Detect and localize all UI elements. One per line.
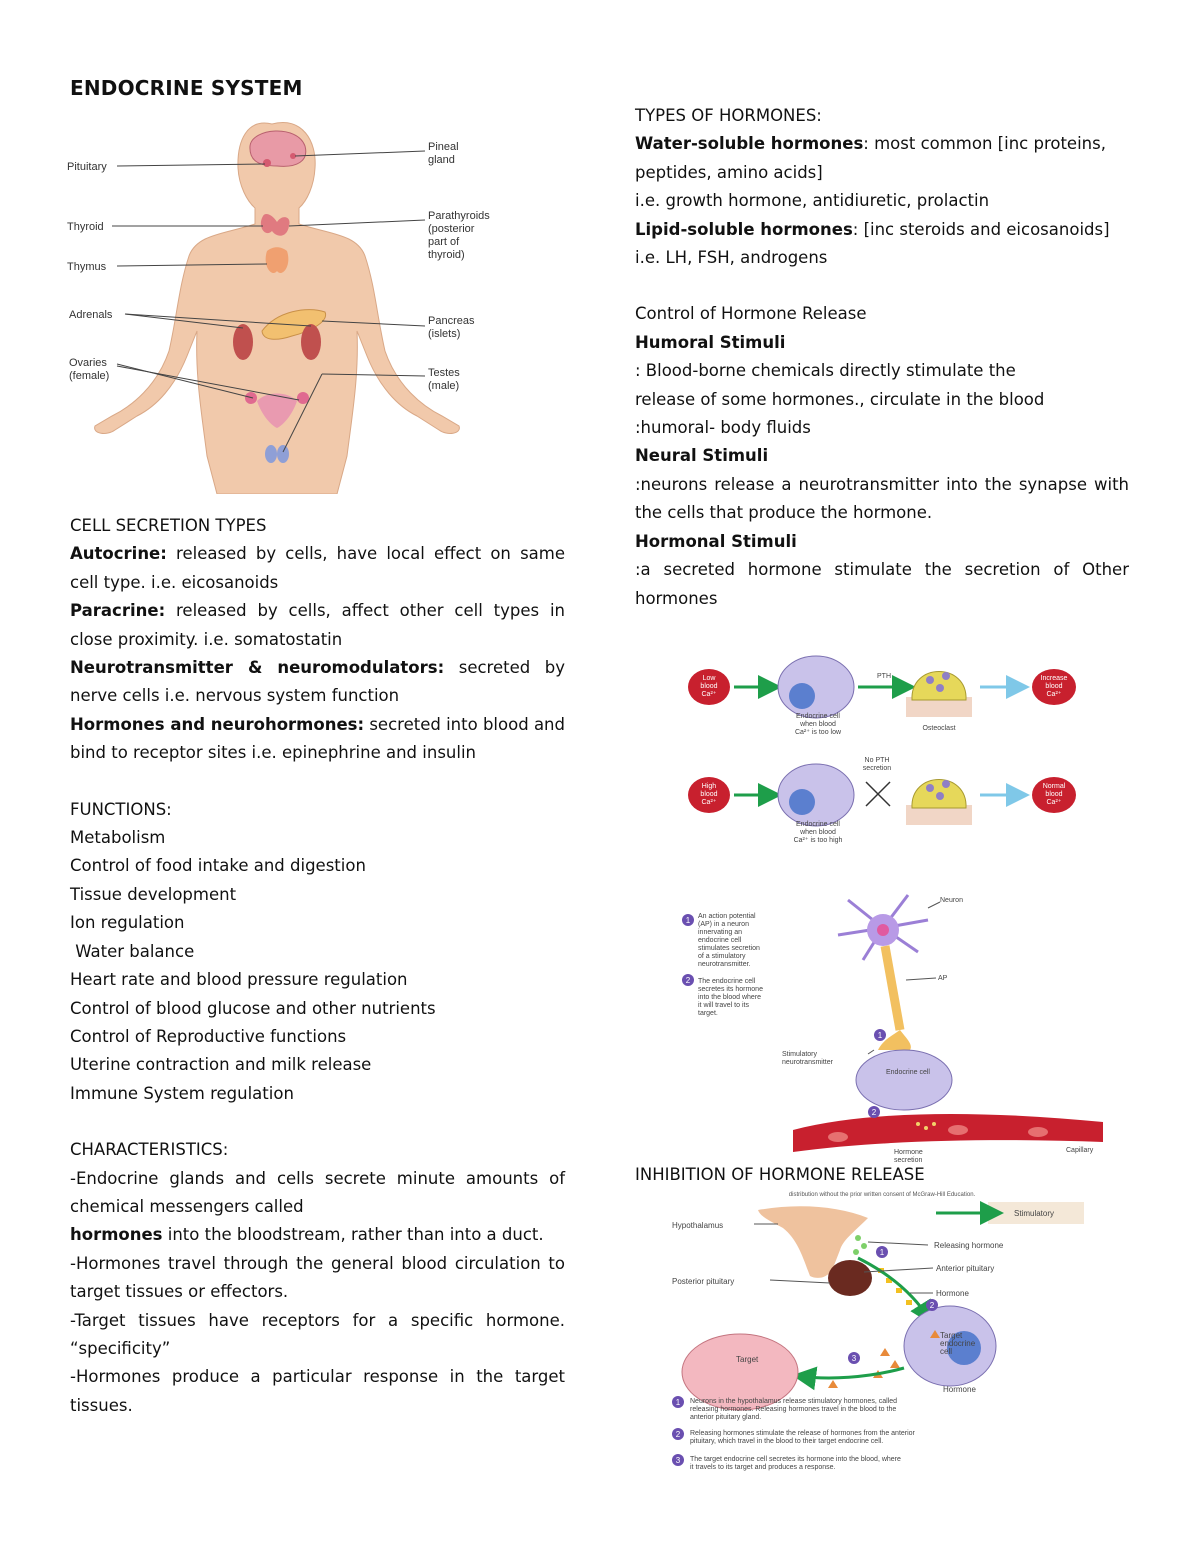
term-paracrine: Paracrine:: [70, 601, 166, 621]
term-lipid-soluble: Lipid-soluble hormones: [635, 219, 853, 239]
copyright-text: distribution without the prior written consent of McGraw-Hill Education.: [788, 1192, 976, 1198]
marker-1-number: 1: [877, 1031, 883, 1040]
hormone-label: Hormone: [936, 1289, 969, 1298]
label-female: (female): [69, 370, 110, 382]
no-pth-label: secretion: [862, 765, 892, 772]
step1-line: An action potential: [698, 913, 756, 920]
hormonal-term: Hormonal Stimuli: [635, 531, 797, 551]
right-kidney: [301, 324, 321, 360]
step1-line: innervating an: [698, 929, 742, 936]
characteristics-p1a: -Endocrine glands and cells secrete minute amounts of chemical messengers called: [70, 1168, 565, 1216]
step2-line: Releasing hormones stimulate the release of hormones from the anterior: [690, 1430, 915, 1437]
releasing-hormone-label: Releasing hormone: [934, 1241, 1004, 1250]
function-item: Metabolism: [70, 828, 166, 848]
label-ovaries: Ovaries: [69, 357, 107, 369]
label-thymus: Thymus: [67, 261, 107, 273]
neural-term: Neural Stimuli: [635, 446, 769, 466]
function-item: Control of Reproductive functions: [70, 1026, 347, 1046]
step1-line: releasing hormones. Releasing hormones travel in the blood to the: [690, 1406, 897, 1413]
step1-line: stimulates secretion: [698, 945, 760, 952]
hormone-label-2: Hormone: [943, 1385, 976, 1394]
term-hormones: Hormones and neurohormones:: [70, 714, 365, 734]
step2-line: pituitary, which travel in the blood to their target endocrine cell.: [690, 1438, 884, 1445]
neural-text: :neurons release a neurotransmitter into the synapse with the cells that produce the hormone.: [635, 474, 1129, 523]
inhibition-heading: INHIBITION OF HORMONE RELEASE: [635, 1165, 925, 1184]
left-kidney: [233, 324, 253, 360]
endocrine-cell: [856, 1050, 952, 1110]
step2-line: secretes its hormone: [698, 986, 763, 993]
hormone-secretion-label: secretion: [894, 1157, 923, 1164]
characteristics-p2: -Hormones travel through the general blood circulation to target tissues or effectors.: [70, 1253, 565, 1302]
text-paracrine: released by cells, affect other cell types in close proximity. i.e. somatostatin: [70, 601, 565, 649]
marker-1-number: 1: [879, 1248, 885, 1257]
function-item: Water balance: [70, 941, 195, 961]
low-label: Ca²⁺: [701, 691, 717, 698]
endocrine-cell-low: [778, 656, 854, 718]
neuron-label: Neuron: [940, 897, 963, 904]
right-ovary: [297, 392, 309, 404]
brain-shape: [250, 131, 306, 166]
step2-line: target.: [698, 1010, 718, 1017]
capillary-label: Capillary: [1066, 1147, 1094, 1154]
label-thyroid-r: thyroid): [428, 249, 465, 261]
text-autocrine: released by cells, have local effect on same cell type. i.e. eicosanoids: [70, 544, 565, 592]
marker-2-number: 2: [929, 1301, 935, 1310]
right-testis: [277, 445, 289, 463]
item-paracrine: [70, 597, 565, 654]
function-item: Control of food intake and digestion: [70, 856, 366, 876]
endo-high-label: when blood: [800, 829, 836, 836]
stim-nt-label: neurotransmitter: [782, 1059, 833, 1066]
step3-line: The target endocrine cell secretes its hormone into the blood, where: [690, 1456, 901, 1463]
hormonal-text: :a secreted hormone stimulate the secretion of Other hormones: [635, 560, 1129, 608]
pth-label: PTH: [877, 673, 891, 680]
increase-label: blood: [1045, 683, 1063, 690]
step1-line: endocrine cell: [698, 937, 742, 944]
function-item: Ion regulation: [70, 913, 185, 933]
characteristics-heading: CHARACTERISTICS:: [70, 1140, 229, 1160]
label-posterior: (posterior: [428, 223, 475, 235]
nucleus: [789, 789, 815, 815]
function-item: Tissue development: [70, 884, 237, 904]
item-autocrine: [70, 540, 565, 597]
right-column: [635, 102, 1129, 613]
step1-line: neurotransmitter.: [698, 961, 751, 968]
normal-label: Ca²⁺: [1046, 799, 1062, 806]
marker-2-number: 2: [871, 1108, 877, 1117]
hypothalamus-label: Hypothalamus: [672, 1221, 724, 1230]
step-2-number: 2: [675, 1430, 681, 1439]
water-example: i.e. growth hormone, antidiuretic, prolactin: [635, 191, 990, 211]
step1-line: of a stimulatory: [698, 953, 746, 960]
text-neurotransmitter: secreted by nerve cells i.e. nervous system function: [70, 658, 565, 706]
target-endocrine-label: Target: [940, 1331, 963, 1340]
label-male: (male): [428, 380, 460, 392]
types-heading: TYPES OF HORMONES:: [635, 106, 822, 125]
humoral-line3: :humoral- body fluids: [635, 418, 811, 438]
step1-line: Neurons in the hypothalamus release stimulatory hormones, called: [690, 1398, 897, 1405]
inhibition-figure: [668, 1188, 1096, 1480]
stim-nt-label: Stimulatory: [782, 1051, 818, 1058]
endo-high-label: Endocrine cell: [796, 821, 840, 828]
increase-label: Ca²⁺: [1046, 691, 1062, 698]
characteristics-p3: -Target tissues have receptors for a specific hormone. “specificity”: [70, 1310, 565, 1358]
functions-heading: FUNCTIONS:: [70, 799, 172, 819]
item-neurotransmitter: [70, 654, 565, 711]
endocrine-cell-label: Endocrine cell: [886, 1069, 930, 1076]
axon: [885, 946, 900, 1030]
neural-stimuli-figure: [678, 890, 1108, 1165]
endo-low-label: Ca²⁺ is too low: [794, 729, 842, 736]
step-1-number: 1: [675, 1398, 681, 1407]
function-item: Immune System regulation: [70, 1083, 294, 1103]
text-lipid-soluble: : [inc steroids and eicosanoids]: [852, 219, 1110, 239]
anterior-pituitary: [828, 1260, 872, 1296]
characteristics-p1b: into the bloodstream, rather than into a duct.: [162, 1225, 544, 1245]
endo-low-label: when blood: [800, 721, 836, 728]
step2-line: into the blood where: [698, 994, 762, 1001]
nucleus: [789, 683, 815, 709]
label-testes: Testes: [428, 367, 460, 379]
humoral-stimuli-figure: [684, 652, 1084, 852]
item-hormones: [70, 711, 565, 768]
legend-stimulatory: Stimulatory: [1014, 1209, 1055, 1218]
humoral-line2: release of some hormones., circulate in the blood: [635, 389, 1045, 409]
body-silhouette: [95, 122, 460, 494]
label-pituitary: Pituitary: [67, 161, 107, 173]
term-water-soluble: Water-soluble hormones: [635, 134, 864, 154]
term-neurotransmitter: Neurotransmitter & neuromodulators:: [70, 658, 445, 678]
label-thyroid: Thyroid: [67, 221, 104, 233]
text-water-soluble: : most common [inc proteins, peptides, amino acids]: [635, 134, 1106, 182]
target-label: Target: [736, 1355, 759, 1364]
posterior-pituitary-label: Posterior pituitary: [672, 1277, 735, 1286]
low-label: blood: [700, 683, 718, 690]
endo-low-label: Endocrine cell: [796, 713, 840, 720]
normal-label: blood: [1045, 791, 1063, 798]
label-adrenals: Adrenals: [69, 309, 113, 321]
step3-line: it travels to its target and produces a response.: [690, 1464, 836, 1471]
step2-line: The endocrine cell: [698, 978, 756, 985]
step1-line: (AP) in a neuron: [698, 921, 749, 928]
text-hormones: secreted into blood and bind to receptor sites i.e. epinephrine and insulin: [70, 714, 565, 763]
humoral-term: Humoral Stimuli: [635, 332, 786, 352]
high-label: blood: [700, 791, 718, 798]
hormone-secretion-label: Hormone: [894, 1149, 923, 1156]
step1-line: anterior pituitary gland.: [690, 1414, 762, 1421]
endo-high-label: Ca²⁺ is too high: [793, 837, 843, 844]
page-title: ENDOCRINE SYSTEM: [70, 76, 303, 100]
high-label: Ca²⁺: [701, 799, 717, 806]
characteristics-p1: [70, 1221, 565, 1249]
thymus-shape: [266, 247, 289, 273]
left-column: [67, 76, 565, 1420]
normal-label: Normal: [1042, 783, 1066, 790]
osteoclast-label: Osteoclast: [922, 725, 956, 732]
endocrine-cell-high: [778, 764, 854, 826]
lipid-example: i.e. LH, FSH, androgens: [635, 248, 828, 268]
endocrine-body-figure: [67, 116, 507, 494]
step2-line: it will travel to its: [698, 1002, 749, 1009]
marker-3-number: 3: [851, 1354, 857, 1363]
anterior-pituitary-label: Anterior pituitary: [936, 1264, 995, 1273]
pituitary-dot: [263, 159, 271, 167]
control-heading: Control of Hormone Release: [635, 304, 867, 324]
no-pth-label: No PTH: [864, 757, 890, 764]
function-item: Heart rate and blood pressure regulation: [70, 970, 408, 990]
target-endocrine-label: endocrine: [940, 1339, 976, 1348]
step-1-number: 1: [685, 916, 691, 925]
label-gland: gland: [428, 154, 455, 166]
target-endocrine-label: cell: [940, 1347, 953, 1356]
label-pancreas: Pancreas: [428, 315, 475, 327]
high-label: High: [701, 783, 717, 790]
cell-secretion-heading: CELL SECRETION TYPES: [70, 516, 267, 535]
left-testis: [265, 445, 277, 463]
step-2-number: 2: [685, 976, 691, 985]
function-item: Uterine contraction and milk release: [70, 1055, 372, 1075]
increase-label: Increase: [1040, 675, 1068, 682]
ap-label: AP: [938, 975, 948, 982]
step-3-number: 3: [675, 1456, 681, 1465]
lipid-soluble: [635, 216, 1129, 244]
low-label: Low: [702, 675, 716, 682]
label-islets: (islets): [428, 328, 461, 340]
label-pineal: Pineal: [428, 141, 459, 153]
humoral-line1: : Blood-borne chemicals directly stimulate the: [635, 361, 1016, 381]
characteristics-p4: -Hormones produce a particular response in the target tissues.: [70, 1367, 565, 1415]
term-hormones-char: hormones: [70, 1225, 163, 1245]
label-part-of: part of: [428, 236, 460, 248]
term-autocrine: Autocrine:: [70, 544, 167, 564]
water-soluble: [635, 130, 1129, 187]
label-parathyroids: Parathyroids: [428, 210, 490, 222]
function-item: Control of blood glucose and other nutrients: [70, 998, 436, 1018]
